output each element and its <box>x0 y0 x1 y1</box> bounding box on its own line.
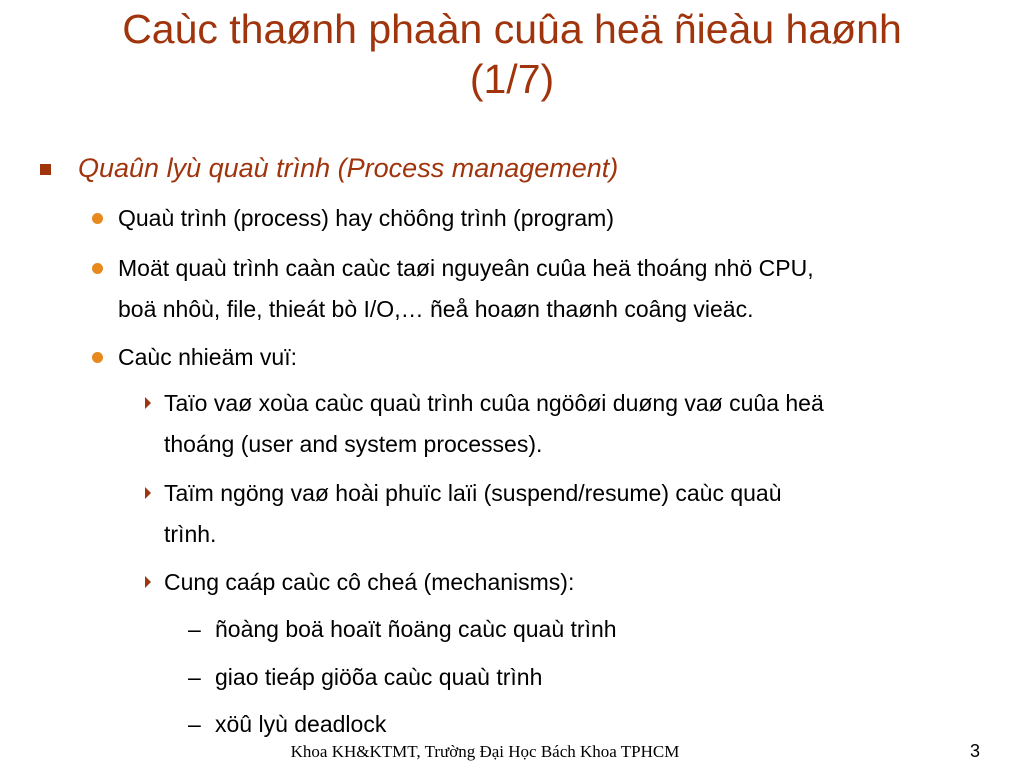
dot-bullet-icon <box>92 352 103 363</box>
sub-list-item-text: trình. <box>164 521 217 547</box>
dash-bullet: – <box>188 711 201 737</box>
dot-bullet-icon <box>92 213 103 224</box>
mechanism-item-text: giao tieáp giöõa caùc quaù trình <box>215 664 543 690</box>
list-item-text: Quaù trình (process) hay chöông trình (program) <box>118 205 615 231</box>
square-bullet-icon <box>40 164 51 175</box>
slide-title-line-2: (1/7) <box>469 56 555 102</box>
sub-list-item-text: Taïm ngöng vaø hoài phuïc laïi (suspend/resume) caùc quaù <box>164 480 782 506</box>
slide-title <box>40 4 984 104</box>
dash-bullet: – <box>188 664 201 690</box>
triangle-bullet-icon <box>145 576 151 588</box>
sub-list-item-text: Cung caáp caùc cô cheá (mechanisms): <box>164 569 575 595</box>
list-item-text: Moät quaù trình caàn caùc taøi nguyeân cuûa heä thoáng nhö CPU, <box>118 255 814 281</box>
mechanism-item-text: ñoàng boä hoaït ñoäng caùc quaù trình <box>215 616 617 642</box>
page-number: 3 <box>969 741 980 761</box>
sub-list-item-text: Taïo vaø xoùa caùc quaù trình cuûa ngöôøi duøng vaø cuûa heä <box>164 390 824 416</box>
list-item-text: boä nhôù, file, thieát bò I/O,… ñeå hoaøn thaønh coâng vieäc. <box>118 296 754 322</box>
mechanism-item-text: xöû lyù deadlock <box>215 711 387 737</box>
sub-list-item-text: thoáng (user and system processes). <box>164 431 543 457</box>
triangle-bullet-icon <box>145 487 151 499</box>
slide-title-line-1: Caùc thaønh phaàn cuûa heä ñieàu haønh <box>122 6 902 52</box>
list-item-text: Caùc nhieäm vuï: <box>118 344 297 370</box>
triangle-bullet-icon <box>145 397 151 409</box>
slide-footer: Khoa KH&KTMT, Trường Đại Học Bách Khoa TPHCM <box>290 742 680 761</box>
heading-text: Quaûn lyù quaù trình (Process management) <box>78 153 619 183</box>
dash-bullet: – <box>188 616 201 642</box>
dot-bullet-icon <box>92 263 103 274</box>
